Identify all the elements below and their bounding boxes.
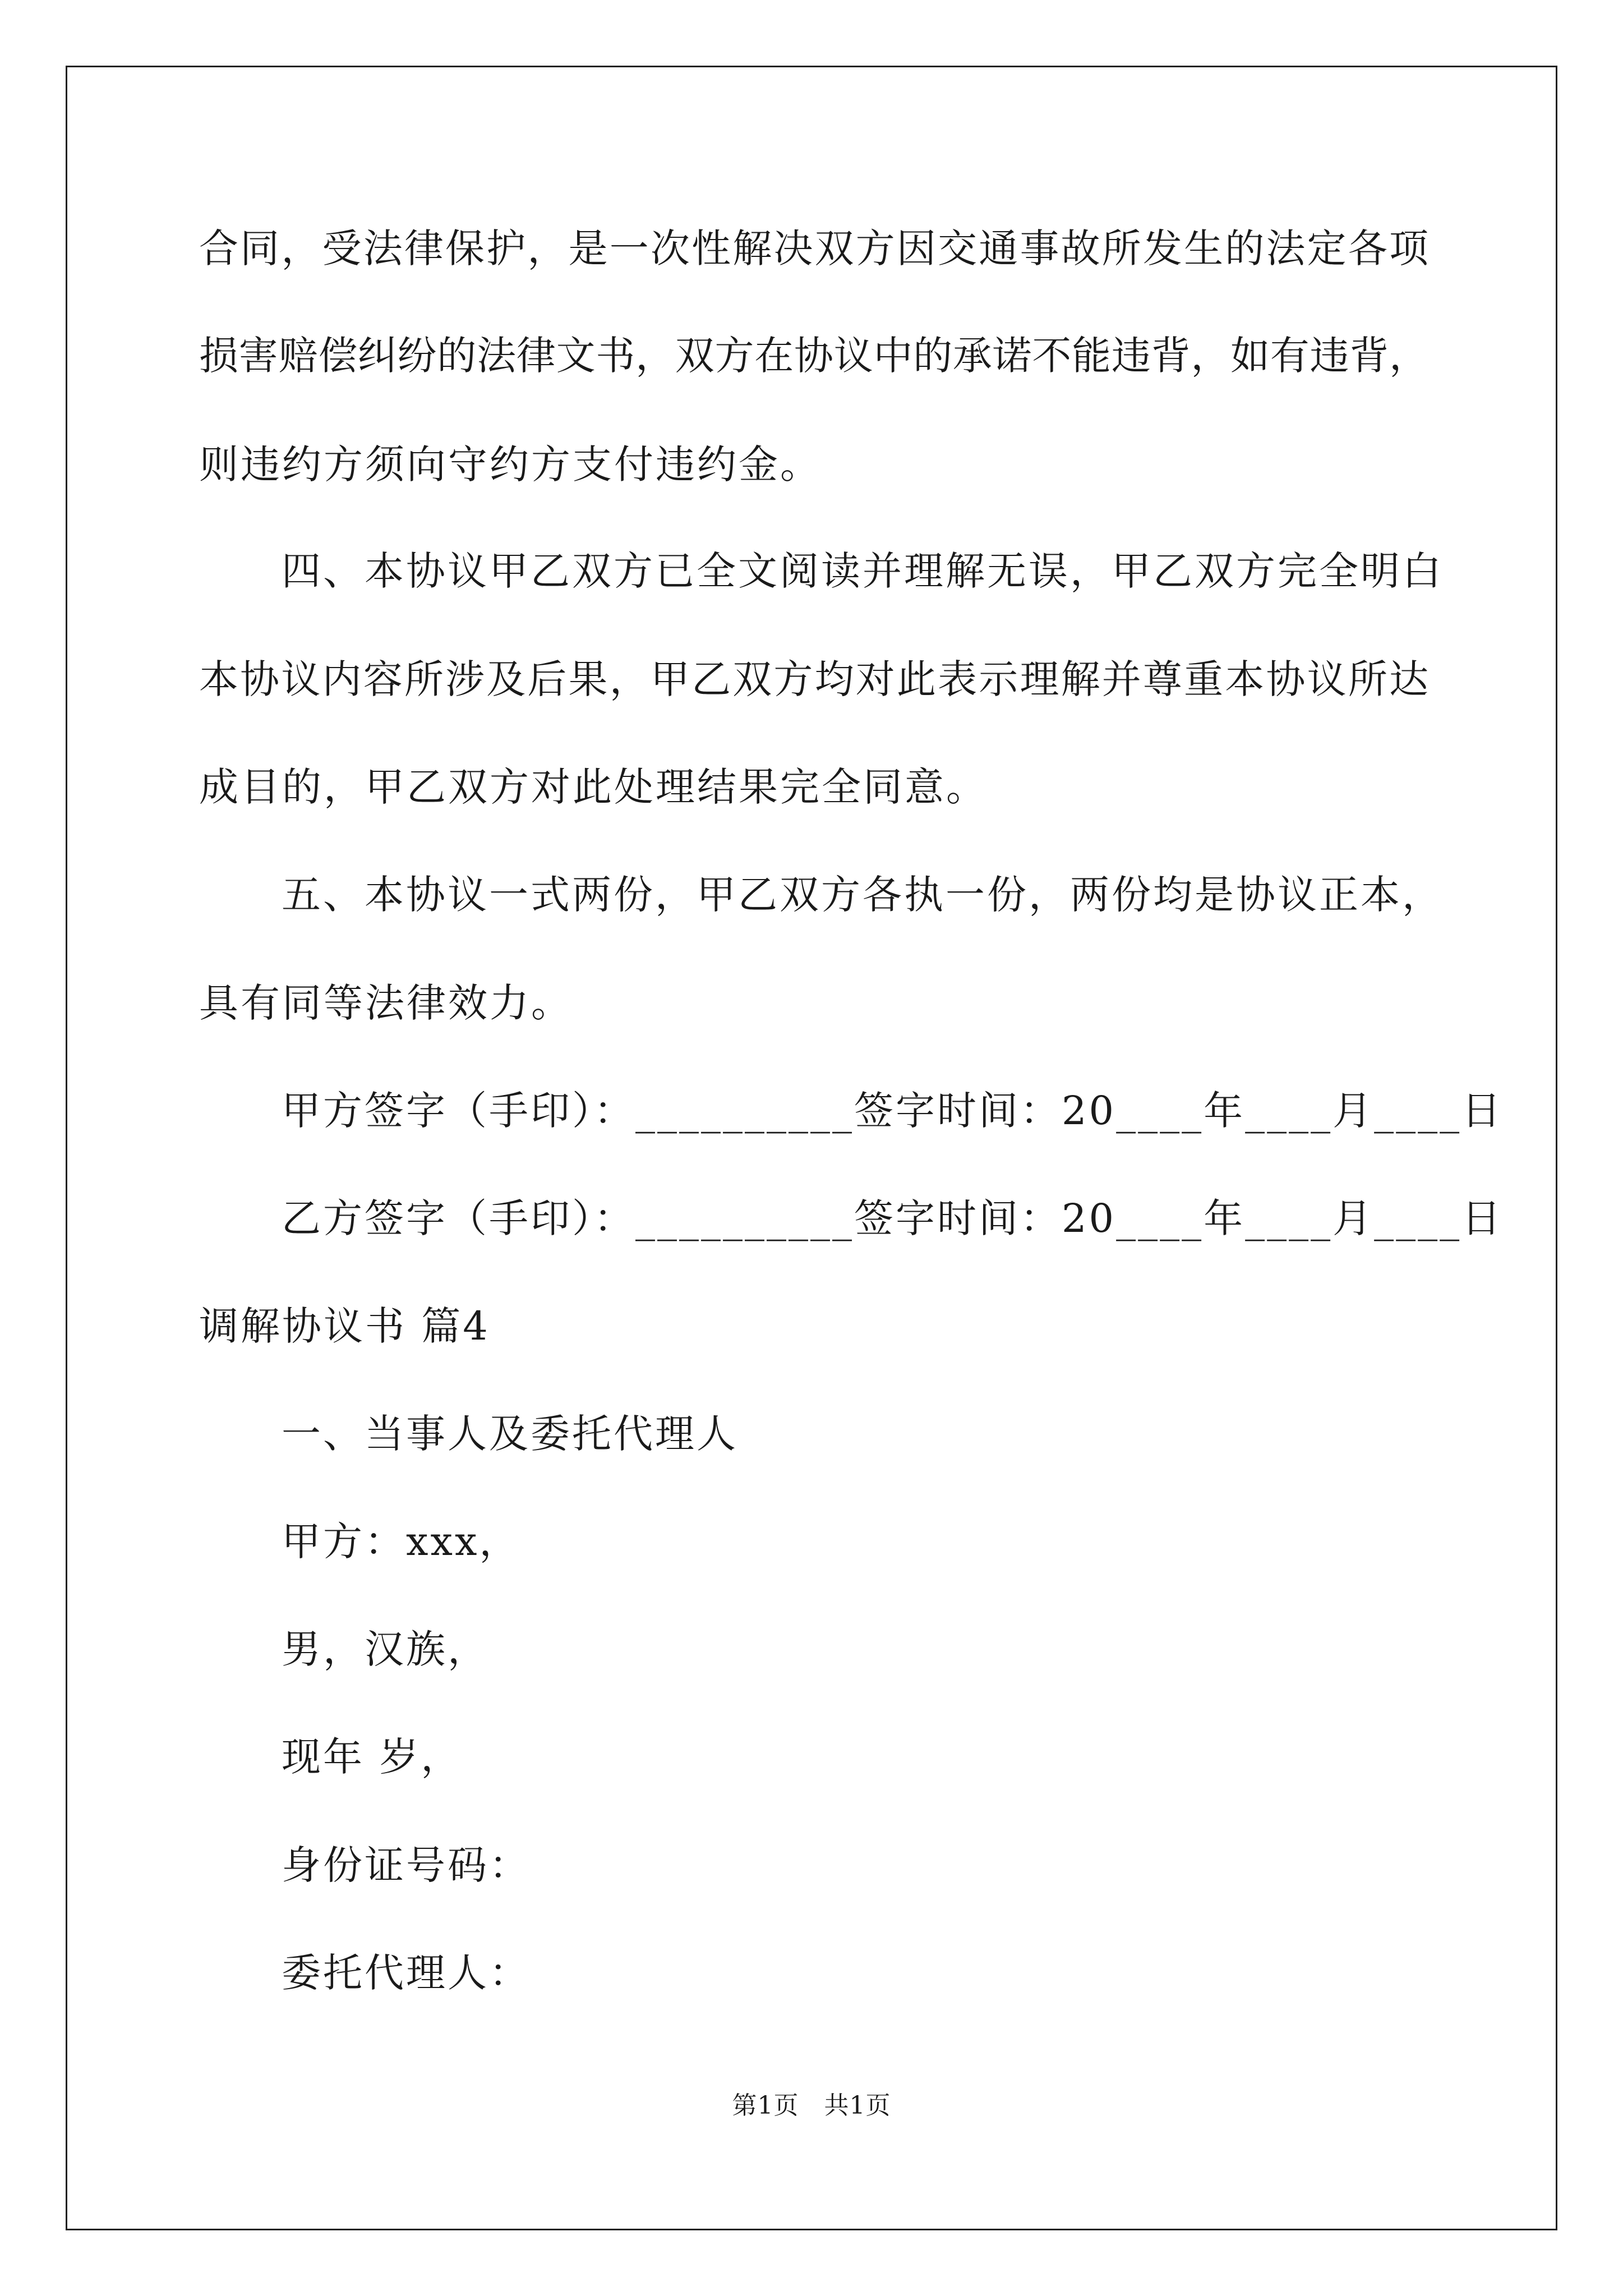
clause-4-line-3: 成目的，甲乙双方对此处理结果完全同意。 — [199, 764, 988, 810]
section-heading: 调解协议书 篇4 — [199, 1303, 490, 1349]
parties-heading: 一、当事人及委托代理人 — [282, 1411, 738, 1457]
clause-4-line-2: 本协议内容所涉及后果，甲乙双方均对此表示理解并尊重本协议所达 — [199, 656, 1428, 702]
page-footer: 第1页 共1页 — [732, 2091, 891, 2120]
party-a-gender-ethnicity: 男，汉族， — [282, 1626, 489, 1672]
clause-5-line-1: 五、本协议一式两份，甲乙双方各执一份，两份均是协议正本， — [282, 872, 1444, 918]
party-a-name: 甲方：xxx， — [282, 1519, 521, 1565]
party-a-signature-line: 甲方签字（手印）：__________签字时间：20____年____月____日 — [282, 1088, 1504, 1134]
paragraph-3-line-2: 损害赔偿纠纷的法律文书，双方在协议中的承诺不能违背，如有违背， — [199, 333, 1428, 379]
clause-5-line-2: 具有同等法律效力。 — [199, 980, 573, 1026]
party-b-signature-line: 乙方签字（手印）：__________签字时间：20____年____月____日 — [282, 1195, 1504, 1241]
clause-4-line-1: 四、本协议甲乙双方已全文阅读并理解无误，甲乙双方完全明白 — [282, 548, 1444, 594]
paragraph-3-line-1: 合同，受法律保护，是一次性解决双方因交通事故所发生的法定各项 — [199, 226, 1428, 272]
party-a-id-number: 身份证号码： — [282, 1842, 531, 1888]
page-frame — [66, 66, 1557, 2230]
party-a-agent: 委托代理人： — [282, 1950, 531, 1996]
party-a-age: 现年 岁， — [282, 1734, 463, 1780]
paragraph-3-line-3: 则违约方须向守约方支付违约金。 — [199, 441, 822, 487]
